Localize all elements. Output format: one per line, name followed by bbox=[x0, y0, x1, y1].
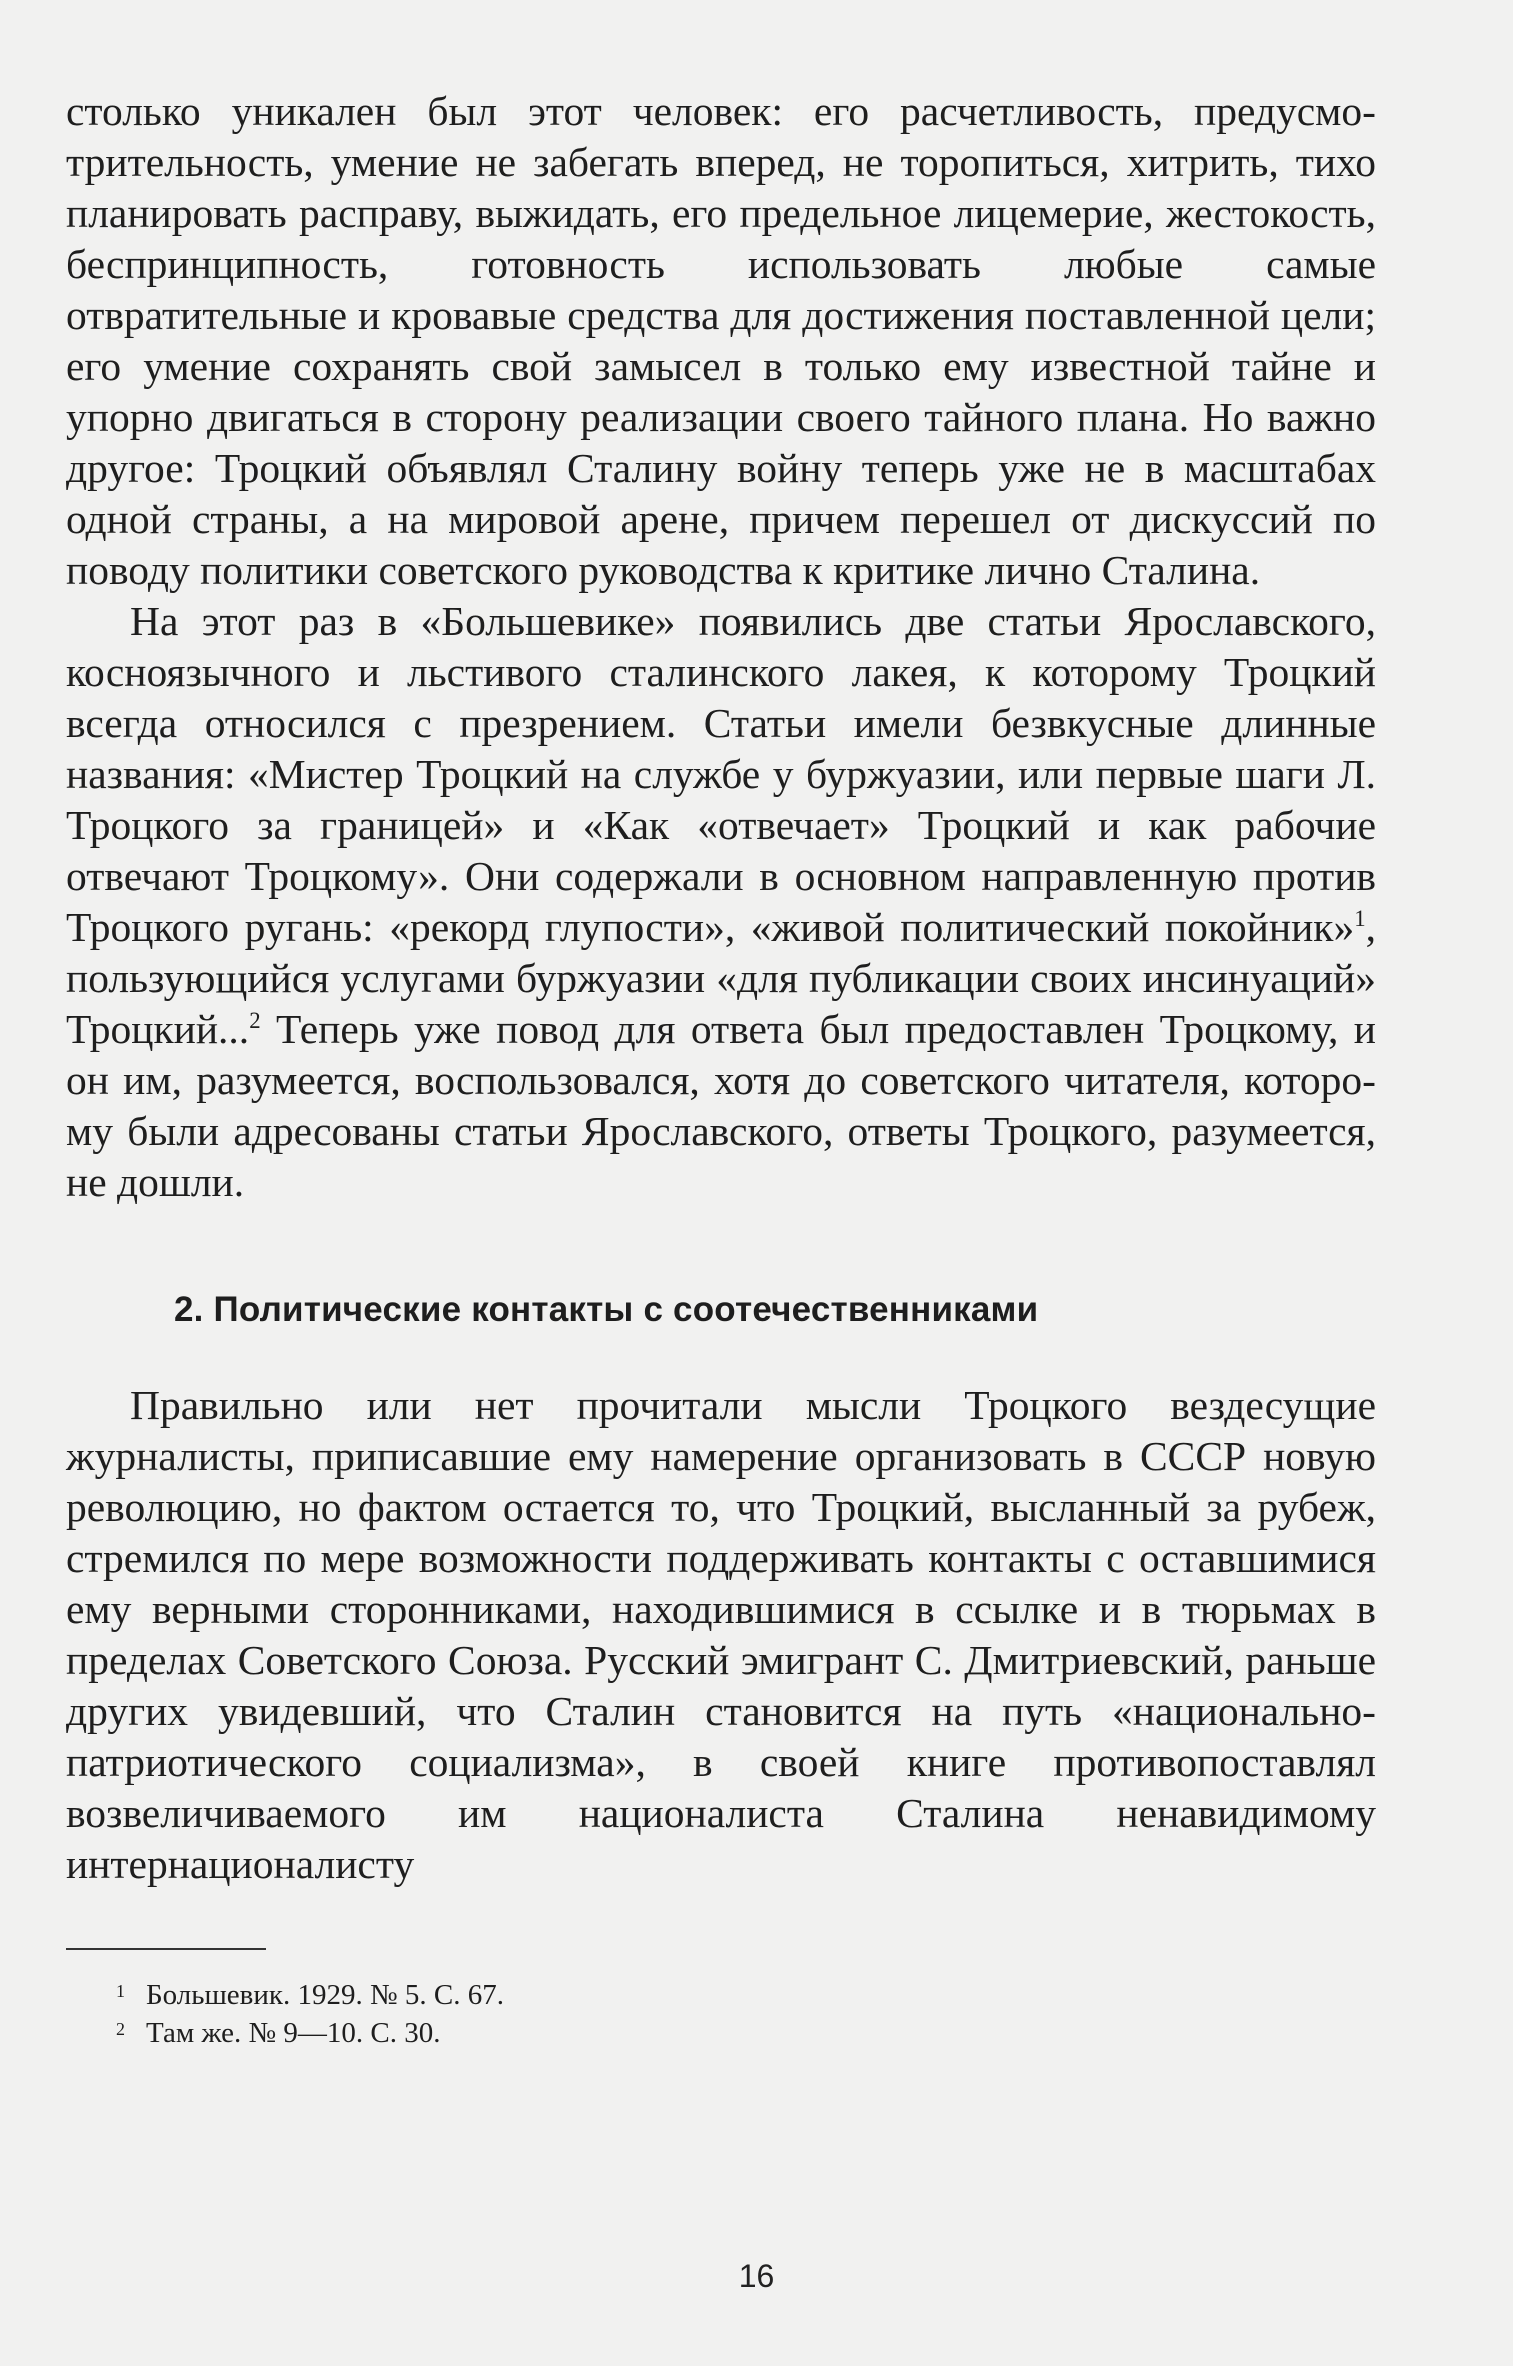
footnote-divider bbox=[66, 1948, 266, 1950]
page-content bbox=[66, 86, 1376, 2052]
paragraph-1: столько уникален был этот человек: его расчетливость, предусмотрительность, умение не забегать вперед, не торопиться, хитрить, тихо планировать расправу, выжидать, его предельное лицемерие, жестокость, беспринципность, готовность использовать любые самые отвратительные и кровавые средства для достижения поставленной цели; его умение сохранять свой замысел в только ему известной тайне и упорно двигаться в сторону реализации своего тайного плана. Но важно другое: Троцкий объявлял Сталину войну теперь уже не в масштабах одной страны, а на мировой арене, причем перешел от дискуссий по поводу политики советского руководства к критике лично Сталина. bbox=[66, 88, 1376, 593]
paragraph-2-part-a: На этот раз в «Большевике» появились две статьи Ярославского, косноязычного и льстивого сталинского лакея, к которому Троцкий всегда относился с презрением. Статьи имели безвкусные длинные названия: «Мистер Троцкий на службе у буржуазии, или первые шаги Л. Троцкого за границей» и «Как «отвечает» Троцкий и как рабочие отвечают Троцкому». Они содержали в основном направленную против Троцкого ругань: «рекорд глупости», «живой политический покойник» bbox=[66, 598, 1376, 950]
footnote-1-mark: 1 bbox=[116, 1981, 125, 2001]
footnote-ref-1[interactable]: 1 bbox=[1354, 906, 1366, 932]
footnote-1 bbox=[66, 1976, 1376, 2014]
footnote-2-mark: 2 bbox=[116, 2019, 125, 2039]
footnote-ref-2[interactable]: 2 bbox=[249, 1008, 261, 1034]
paragraph-2-part-c: Теперь уже повод для ответа был предоставлен Троцкому, и он им, разумеется, воспользовался, хотя до советского читателя, которому были адресованы статьи Ярославского, ответы Троцкого, разумеется, не дошли. bbox=[66, 1006, 1376, 1205]
paragraph-2-part-b: , пользующийся услугами буржуазии «для публикации своих инсинуаций» Троцкий... bbox=[66, 904, 1376, 1052]
section-heading: 2. Политические контакты с соотечественниками bbox=[174, 1290, 1039, 1329]
paragraph-2 bbox=[66, 596, 1376, 1208]
footnote-2 bbox=[66, 2014, 1376, 2052]
footnote-1-text: Большевик. 1929. № 5. С. 67. bbox=[146, 1979, 504, 2011]
paragraph-3: Правильно или нет прочитали мысли Троцкого вездесущие журналисты, приписавшие ему намерение организовать в СССР новую революцию, но фактом остается то, что Троцкий, высланный за рубеж, стремился по мере возможности поддерживать контакты с оставшимися ему верными сторонниками, находившимися в ссылке и в тюрьмах в пределах Советского Союза. Русский эмигрант С. Дмитриевский, раньше других увидевший, что Сталин становится на путь «национально-патриотического социализма», в своей книге противопоставлял возвеличиваемого им националиста Сталина ненавидимому интернационалисту bbox=[66, 1382, 1376, 1887]
page-number: 16 bbox=[738, 2258, 775, 2294]
footnote-2-text: Там же. № 9—10. С. 30. bbox=[146, 2017, 441, 2049]
